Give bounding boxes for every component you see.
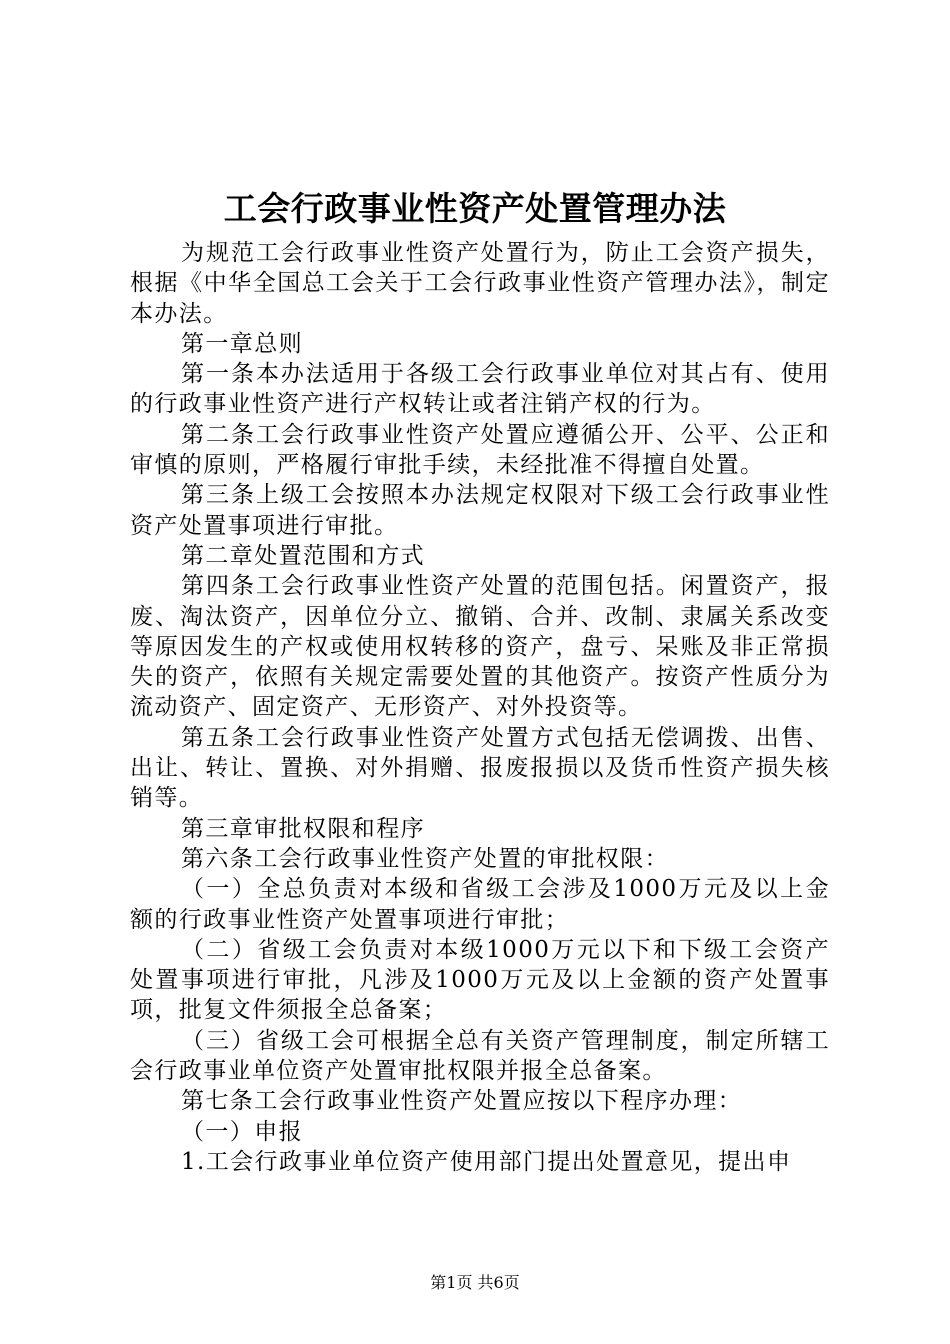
page-number-footer: 第1页 共6页 [430,1273,520,1292]
chapter-1-heading: 第一章总则 [181,330,303,357]
chapter-3-heading: 第三章审批权限和程序 [181,815,425,842]
article-4: 第四条工会行政事业性资产处置的范围包括。闲置资产，报废、淘汰资产，因单位分立、撤销、合并、改制、隶属关系改变等原因发生的产权或使用权转移的资产，盘亏、呆账及非正常损失的资产，依照有关规定需要处置的其他资产。按资产性质分为流动资产、固定资产、无形资产、对外投资等。 [130,573,830,721]
article-7-step-1: 1.工会行政事业单位资产使用部门提出处置意见，提出申 [181,1148,792,1175]
article-6: 第六条工会行政事业性资产处置的审批权限： [181,845,669,872]
article-7: 第七条工会行政事业性资产处置应按以下程序办理： [181,1088,743,1115]
article-7-item-1: （一）申报 [181,1118,303,1145]
article-2: 第二条工会行政事业性资产处置应遵循公开、公平、公正和审慎的原则，严格履行审批手续，未经批准不得擅自处置。 [130,421,830,479]
document-body [130,238,830,1177]
article-6-item-2: （二）省级工会负责对本级1000万元以下和下级工会资产处置事项进行审批，凡涉及1000万元及以上金额的资产处置事项，批复文件须报全总备案； [130,936,830,1024]
article-5: 第五条工会行政事业性资产处置方式包括无偿调拨、出售、出让、转让、置换、对外捐赠、报废报损以及货币性资产损失核销等。 [130,724,830,812]
chapter-2-heading: 第二章处置范围和方式 [181,542,425,569]
paragraph-preamble: 为规范工会行政事业性资产处置行为，防止工会资产损失，根据《中华全国总工会关于工会行政事业性资产管理办法》，制定本办法。 [130,240,830,327]
document-title: 工会行政事业性资产处置管理办法 [223,189,727,228]
article-6-item-3: （三）省级工会可根据全总有关资产管理制度，制定所辖工会行政事业单位资产处置审批权限并报全总备案。 [130,1027,830,1085]
article-1: 第一条本办法适用于各级工会行政事业单位对其占有、使用的行政事业性资产进行产权转让或者注销产权的行为。 [130,361,830,418]
article-6-item-1: （一）全总负责对本级和省级工会涉及1000万元及以上金额的行政事业性资产处置事项进行审批； [130,876,830,933]
article-3: 第三条上级工会按照本办法规定权限对下级工会行政事业性资产处置事项进行审批。 [130,482,830,539]
